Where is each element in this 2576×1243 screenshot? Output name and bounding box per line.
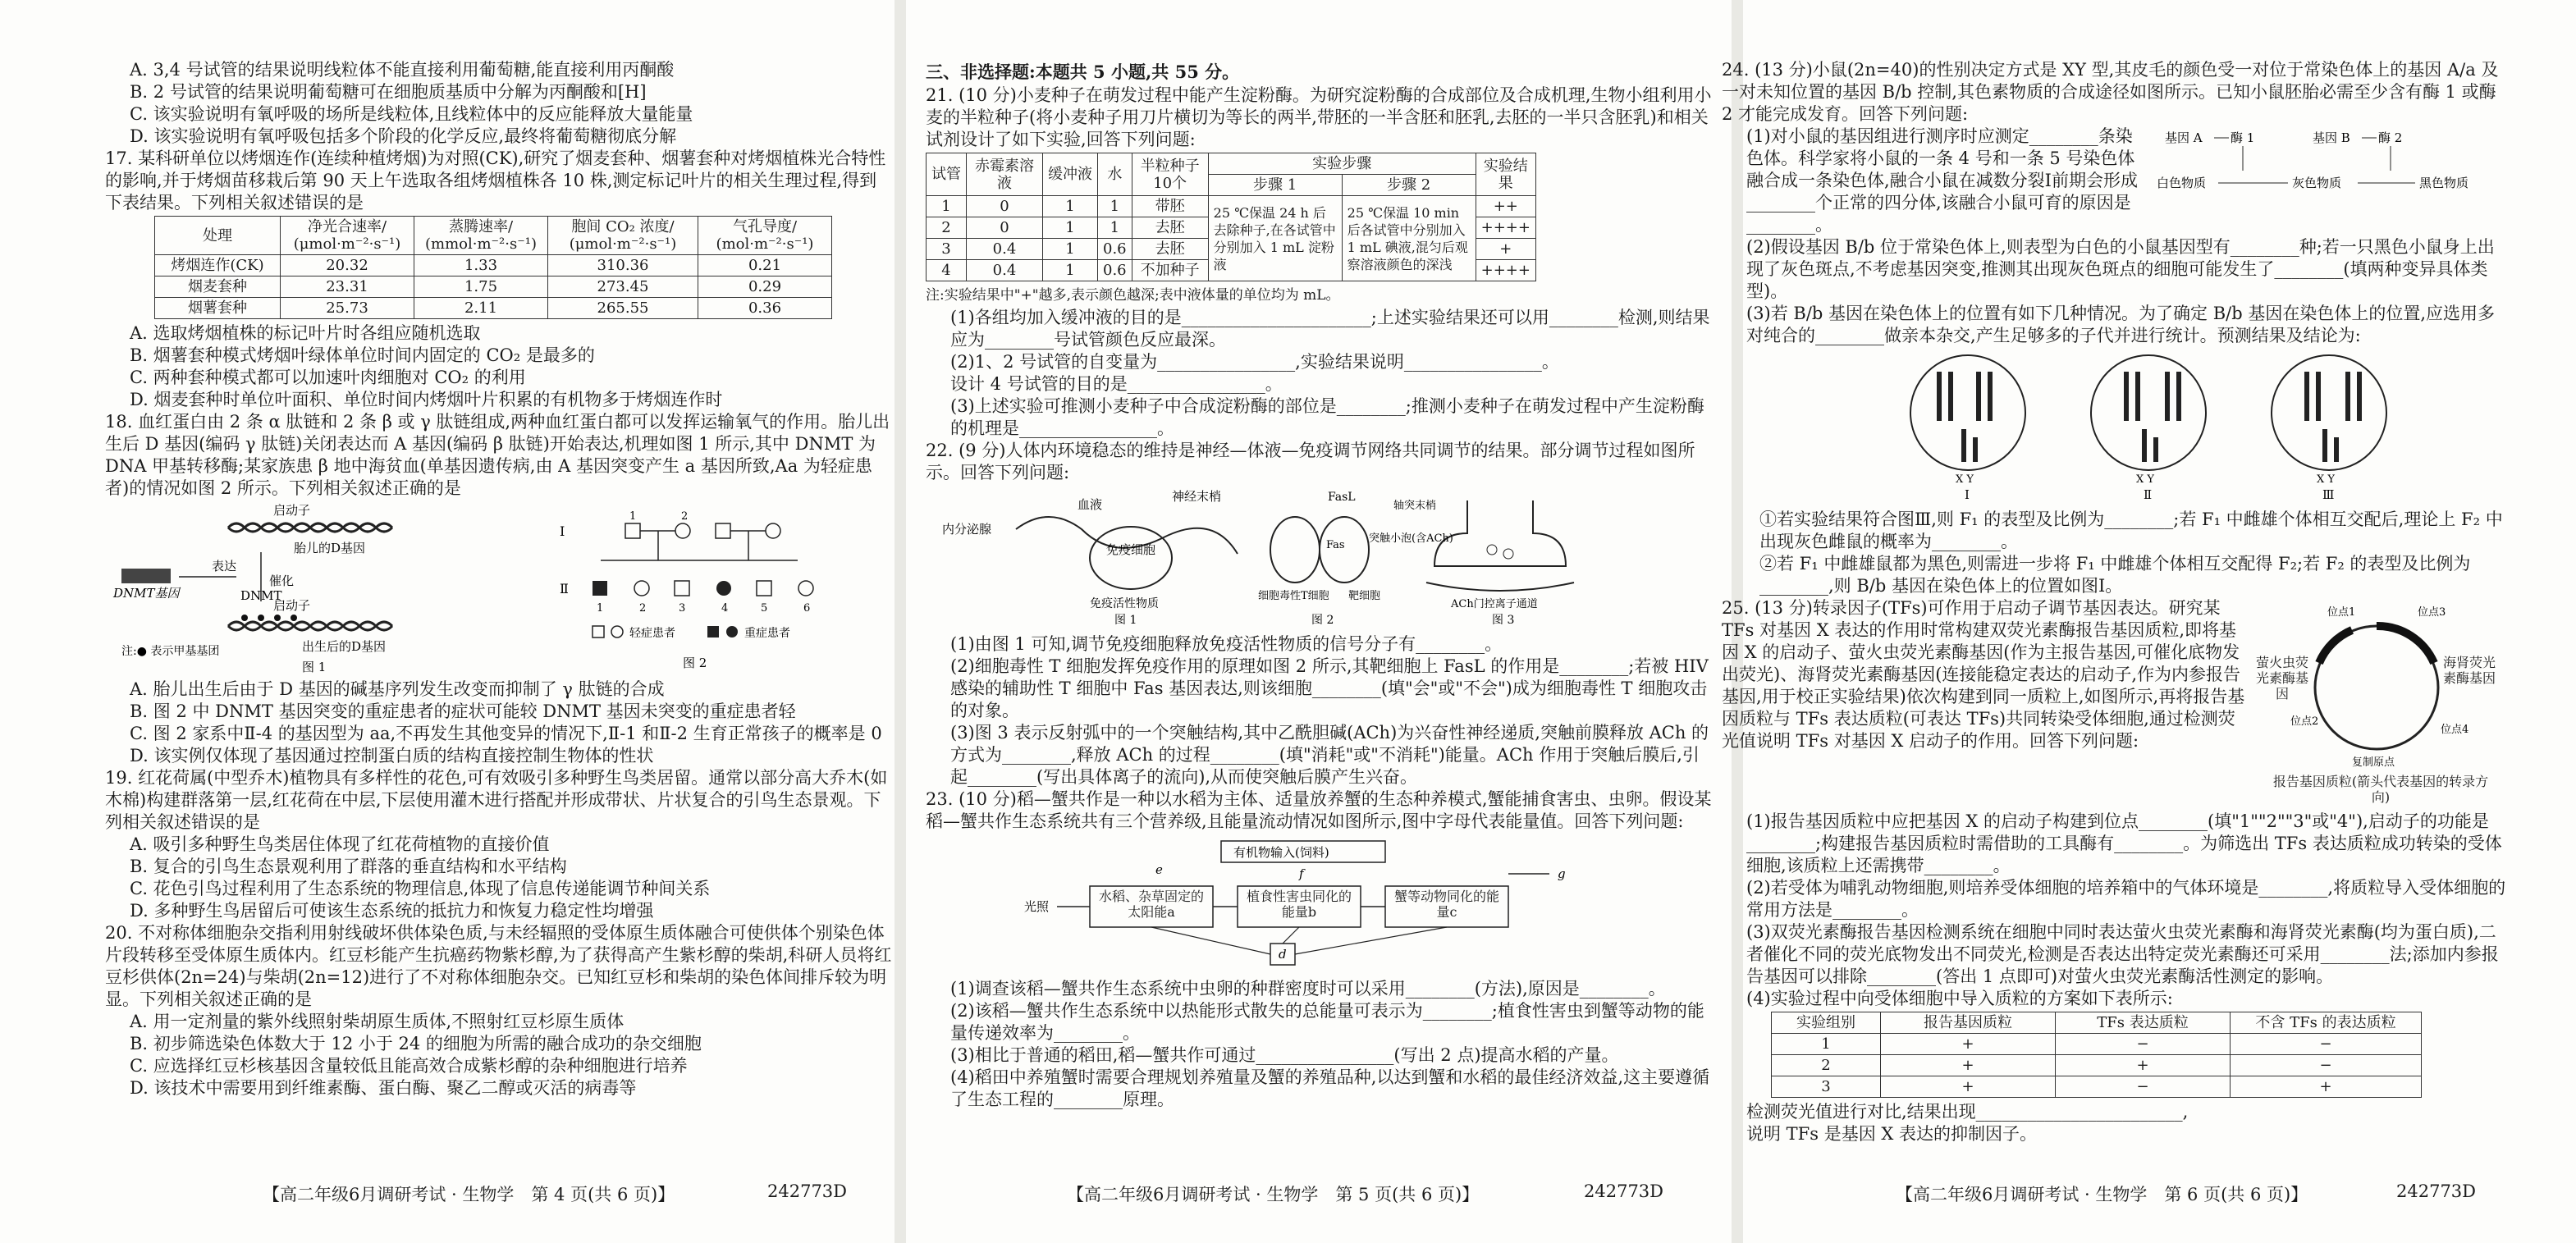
pedigree-figure — [551, 503, 847, 675]
promoter-label: 启动子 — [273, 503, 311, 518]
table-header: 蒸腾速率/ (mmol·m⁻²·s⁻¹) — [414, 217, 548, 255]
pedigree-female — [766, 523, 780, 538]
table-cell: 0.21 — [698, 255, 832, 276]
table-header: 处理 — [155, 217, 281, 255]
table-cell: − — [2056, 1034, 2231, 1055]
dnmt-label: DNMT — [240, 588, 282, 603]
synapse — [1434, 500, 1566, 566]
gene-a-label: 基因 A — [2165, 130, 2203, 145]
table-cell: 不加种子 — [1132, 260, 1208, 281]
table-cell: 25 ℃保温 10 min 后各试管中分别加入 1 mL 碘液,混匀后观察溶液颜色的深浅 — [1342, 196, 1476, 281]
question-22: 22. (9 分)人体内环境稳态的维持是神经—体液—免疫调节网络共同调节的结果。部分调节过程如图所示。回答下列问题: — [926, 441, 1695, 482]
table-cell: − — [2056, 1076, 2231, 1098]
sub-question: (3)图 3 表示反射弧中的一个突触结构,其中乙酰胆碱(ACh)为兴奋性神经递质,突触前膜释放 ACh 的方式为________,释放 ACh 的过程________(填"消耗"或"不消耗")能量。ACh 作用于突触后膜后,引起________(写出具体离子的流向),从而使突触后膜产生兴奋。 — [950, 723, 1709, 787]
figure-caption: 图 2 — [1311, 614, 1334, 627]
option-text: C. 两种套种模式都可以加速叶肉细胞对 CO₂ 的利用 — [130, 368, 526, 387]
sub-question: (4)实验过程中向受体细胞中导入质粒的方案如下表所示: — [1746, 989, 2173, 1008]
sub-question: (2)细胞毒性 T 细胞发挥免疫作用的原理如图 2 所示,其靶细胞上 FasL 的作用是________;若被 HIV 感染的辅助性 T 细胞中 Fas 基因表达,则该细胞________(填"会"或"不会")成为细胞毒性 T 细胞攻击的对象。 — [950, 656, 1709, 720]
option-text: A. 胎儿出生后由于 D 基因的碱基序列发生改变而抑制了 γ 肽链的合成 — [130, 679, 665, 699]
table-q25 — [1771, 1012, 2422, 1098]
post-birth-gene-label: 出生后的D基因 — [302, 639, 387, 654]
table-cell: 0.36 — [698, 298, 832, 319]
light-label: 光照 — [1024, 899, 1050, 914]
blood-label: 血液 — [1078, 497, 1103, 512]
option-text: D. 该实例仅体现了基因通过控制蛋白质的结构直接控制生物体的性状 — [130, 746, 654, 765]
table-cell: 25 ℃保温 24 h 后去除种子,在各试管中分别加入 1 mL 淀粉液 — [1208, 196, 1342, 281]
site-label: 位点3 — [2418, 606, 2446, 619]
cell-label: Ⅲ — [2322, 487, 2335, 502]
pedigree-severe-male — [593, 581, 607, 596]
exam-code: 242773D — [2396, 1181, 2477, 1201]
section-heading: 三、非选择题:本题共 5 小题,共 55 分。 — [926, 62, 1240, 82]
table-cell: 20.32 — [281, 255, 414, 276]
table-header: 不含 TFs 的表达质粒 — [2231, 1012, 2422, 1034]
option-text: B. 初步筛选染色体数大于 12 小于 24 的细胞为所需的融合成功的杂交细胞 — [130, 1034, 702, 1053]
pedigree-male — [757, 581, 771, 596]
option-text: C. 该实验说明有氧呼吸的场所是线粒体,且线粒体中的反应能释放大量能量 — [130, 104, 693, 124]
xy-label: X Y — [1956, 473, 1974, 486]
xy-label: X Y — [2136, 473, 2154, 486]
pedigree-female — [634, 581, 649, 596]
table-cell: 0 — [967, 196, 1043, 217]
table-cell: 1.33 — [414, 255, 548, 276]
question-23: 23. (10 分)稻—蟹共作是一种以水稻为主体、适量放养蟹的生态种养模式,蟹能捕食害虫、虫卵。假设某稻—蟹共作生态系统共有三个营养级,且能量流动情况如图所示,图中字母代表能量值。回答下列问题: — [926, 789, 1712, 831]
table-cell: 1 — [1043, 196, 1098, 217]
immune-substance-label: 免疫活性物质 — [1090, 597, 1159, 610]
t-cell-label: 细胞毒性T细胞 — [1258, 590, 1329, 602]
table-cell: 0.6 — [1098, 239, 1132, 260]
channel-label: ACh门控离子通道 — [1451, 598, 1538, 610]
pedigree-severe-female — [716, 581, 731, 596]
table-cell: 烟麦套种 — [155, 276, 281, 298]
immune-cell — [1090, 527, 1172, 589]
sub-question: (2)该稻—蟹共作生态系统中以热能形式散失的总能量可表示为________;植食性害虫到蟹等动物的能量传递效率为________。 — [950, 1001, 1704, 1043]
question-21: 21. (10 分)小麦种子在萌发过程中能产生淀粉酶。为研究淀粉酶的合成部位及合成机理,生物小组利用小麦的半粒种子(将小麦种子用刀片横切为等长的两半,带胚的一半含胚和胚乳,去胚的一半只含胚乳)和相关试剂设计了如下实验,回答下列问题: — [926, 85, 1712, 149]
table-header: 实验结果 — [1476, 153, 1535, 196]
page-5-column — [926, 59, 1714, 1111]
sub-question: (3)相比于普通的稻田,稻—蟹共作可通过________________(写出 2 点)提高水稻的产量。 — [950, 1045, 1619, 1065]
table-header: 水 — [1098, 153, 1132, 196]
option-text: D. 该技术中需要用到纤维素酶、蛋白酶、聚乙二醇或灭活的病毒等 — [130, 1078, 637, 1098]
sub-question: (1)由图 1 可知,调节免疫细胞释放免疫活性物质的信号分子有________。 — [950, 634, 1503, 654]
table-cell: 3 — [927, 239, 967, 260]
table-cell: 2.11 — [414, 298, 548, 319]
sub-question: 设计 4 号试管的目的是________________。 — [950, 374, 1283, 394]
table-cell: 23.31 — [281, 276, 414, 298]
table-cell: 0.4 — [967, 260, 1043, 281]
table-cell: + — [1881, 1076, 2056, 1098]
reporter-plasmid-figure — [2253, 597, 2500, 811]
table-cell: 1 — [1098, 217, 1132, 239]
option-text: A. 用一定剂量的紫外线照射柴胡原生质体,不照射红豆杉原生质体 — [130, 1012, 625, 1031]
pedigree-male — [716, 523, 730, 538]
table-cell: 1 — [1043, 260, 1098, 281]
table-cell: 25.73 — [281, 298, 414, 319]
plasmid-caption: 报告基因质粒(箭头代表基因的转录方向) — [2272, 774, 2489, 805]
energy-flow-figure — [926, 833, 1664, 972]
table-header: 胞间 CO₂ 浓度/ (μmol·m⁻²·s⁻¹) — [548, 217, 698, 255]
energy-letter: e — [1155, 862, 1163, 877]
table-q21 — [926, 153, 1536, 281]
option-text: B. 2 号试管的结果说明葡萄糖可在细胞质基质中分解为丙酮酸和[H] — [130, 82, 647, 102]
generation-label: Ⅰ — [560, 523, 565, 539]
table-cell: ++++ — [1476, 217, 1535, 239]
question-19: 19. 红花荷属(中型乔木)植物具有多样性的花色,可有效吸引多种野生鸟类居留。通常以部分高大乔木(如木棉)构建群落第一层,红花荷在中层,下层使用灌木进行搭配并形成带状、片状复合的引鸟生态景观。下列相关叙述错误的是 — [105, 768, 888, 832]
sub-question: (2)假设基因 B/b 位于常染色体上,则表型为白色的小鼠基因型有________种;若一只黑色小鼠身上出现了灰色斑点,不考虑基因突变,推测其出现灰色斑点的细胞可能发生了________(填两种变异具体类型)。 — [1746, 237, 2495, 301]
table-cell: + — [1881, 1034, 2056, 1055]
table-cell: 1.75 — [414, 276, 548, 298]
pedigree-number: 4 — [721, 602, 729, 615]
site-label: 位点1 — [2327, 606, 2356, 619]
table-header: 试管 — [927, 153, 967, 196]
pedigree-number: 2 — [681, 510, 689, 523]
organic-input-label: 有机物输入(饲料) — [1233, 845, 1329, 860]
sub-question: (3)若 B/b 基因在染色体上的位置有如下几种情况。为了确定 B/b 基因在染色体上的位置,应选用多对纯合的________做亲本杂交,产生足够多的子代并进行统计。预测结果及结论为: — [1746, 304, 2496, 345]
methyl-note: 注:● 表示甲基基团 — [121, 645, 220, 658]
option-text: A. 吸引多种野生鸟类居住体现了红花荷植物的直接价值 — [130, 834, 550, 854]
sub-question: (3)上述实验可推测小麦种子中合成淀粉酶的部位是________;推测小麦种子在萌发过程中产生淀粉酶的机理是________________。 — [950, 396, 1704, 438]
sub-question: ②若 F₁ 中雌雄鼠都为黑色,则需进一步将 F₁ 中雌雄个体相互交配得 F₂;若 F₂ 的表型及比例为________,则 B/b 基因在染色体上的位置如图Ⅰ。 — [1759, 554, 2471, 596]
table-cell: 烤烟连作(CK) — [155, 255, 281, 276]
t-cell — [1270, 517, 1320, 583]
dna-helix-methylated — [228, 615, 392, 630]
pedigree-female — [798, 581, 813, 596]
option-text: D. 多种野生鸟居留后可使该生态系统的抵抗力和恢复力稳定性均增强 — [130, 901, 654, 921]
table-header: 气孔导度/ (mol·m⁻²·s⁻¹) — [698, 217, 832, 255]
table-cell: − — [2231, 1055, 2422, 1076]
table-cell: − — [2231, 1034, 2422, 1055]
firefly-gene-label: 萤火虫荧光素酶基因 — [2255, 655, 2308, 701]
table-header: 赤霉素溶液 — [967, 153, 1043, 196]
nerve-ending-label: 神经末梢 — [1172, 489, 1222, 504]
sub-question: (4)稻田中养殖蟹时需要合理规划养殖量及蟹的养殖品种,以达到蟹和水稻的最佳经济效益,这主要遵循了生态工程的________原理。 — [950, 1067, 1710, 1109]
table-cell: + — [1476, 239, 1535, 260]
table-cell: + — [2056, 1055, 2231, 1076]
pedigree-number: 5 — [761, 602, 768, 615]
pigment-pathway — [2157, 126, 2485, 199]
table-header: 报告基因质粒 — [1881, 1012, 2056, 1034]
chromosome-cells-figure — [1722, 347, 2460, 503]
question-25: 25. (13 分)转录因子(TFs)可作用于启动子调节基因表达。研究某 TFs 对基因 X 表达的作用时常构建双荧光素酶报告基因质粒,即将基因 X 的启动子、萤火虫荧光素酶基因(作为主报告基因,可催化底物发出荧光)、海肾荧光素酶基因(连接能稳定表达的启动子,作为内参报告基因,用于校正实验结果)依次构建到同一质粒上,如图所示,再将报告基因质粒与 TFs 表达质粒(可表达 TFs)共同转染受体细胞,通过检测荧光值说明 TFs 对基因 X 启动子的作用。回答下列问题: — [1722, 598, 2245, 751]
cell-label: Ⅱ — [2144, 487, 2153, 502]
sub-question: 说明 TFs 是基因 X 表达的抑制因子。 — [1746, 1124, 2038, 1144]
legend-severe: 重症患者 — [744, 627, 790, 640]
question-24: 24. (13 分)小鼠(2n=40)的性别决定方式是 XY 型,其皮毛的颜色受一对位于常染色体上的基因 A/a 及一对未知位置的基因 B/b 控制,其色素物质的合成途径如图所示。已知小鼠胚胎必需至少含有酶 1 或酶 2 才能完成发育。回答下列问题: — [1722, 60, 2499, 124]
option-text: C. 图 2 家系中Ⅱ-4 的基因型为 aa,不再发生其他变异的情况下,Ⅱ-1 和Ⅱ-2 生育正常孩子的概率是 0 — [130, 724, 882, 743]
dnmt-gene-bar — [121, 569, 171, 583]
cell-3 — [2272, 355, 2386, 502]
table-header: 净光合速率/ (μmol·m⁻²·s⁻¹) — [281, 217, 414, 255]
cell-2 — [2091, 355, 2206, 502]
option-text: D. 该实验说明有氧呼吸包括多个阶段的化学反应,最终将葡萄糖彻底分解 — [130, 126, 677, 146]
table-header: 实验步骤 — [1208, 153, 1476, 175]
page-4-column — [105, 59, 893, 1099]
table-cell: 2 — [927, 217, 967, 239]
pedigree-number: 1 — [597, 602, 604, 615]
table-header: 缓冲液 — [1043, 153, 1098, 196]
exam-code: 242773D — [767, 1181, 848, 1201]
table-cell: 0.6 — [1098, 260, 1132, 281]
table-cell: 烟薯套种 — [155, 298, 281, 319]
option-text: B. 烟薯套种模式烤烟叶绿体单位时间内固定的 CO₂ 是最多的 — [130, 345, 595, 365]
table-cell: + — [1881, 1055, 2056, 1076]
sub-question: (1)调查该稻—蟹共作生态系统中虫卵的种群密度时可以采用________(方法),原因是________。 — [950, 979, 1666, 999]
question-17: 17. 某科研单位以烤烟连作(连续种植烤烟)为对照(CK),研究了烟麦套种、烟薯套种对烤烟植株光合特性的影响,并于烤烟苗移栽后第 90 天上午选取各组烤烟植株各 10 株,测定标记叶片的相关生理过程,得到下表结果。下列相关叙述错误的是 — [105, 149, 886, 212]
table-cell: 4 — [927, 260, 967, 281]
table-header: 步骤 1 — [1208, 175, 1342, 196]
site-label: 位点2 — [2290, 715, 2319, 728]
table-cell: 带胚 — [1132, 196, 1208, 217]
immune-cell-label: 免疫细胞 — [1106, 542, 1156, 557]
table-cell: 3 — [1772, 1076, 1881, 1098]
page-footer: 【高二年级6月调研考试 · 生物学 第 6 页(共 6 页)】 — [1896, 1185, 2308, 1204]
target-cell-label: 靶细胞 — [1348, 590, 1381, 602]
enzyme-2-label: 酶 2 — [2378, 130, 2403, 145]
table-cell: + — [2231, 1076, 2422, 1098]
endocrine-label: 内分泌腺 — [942, 522, 992, 537]
gray-substance-label: 灰色物质 — [2292, 176, 2342, 190]
figure-caption: 图 1 — [302, 660, 327, 674]
table-cell: 1 — [927, 196, 967, 217]
catalyze-label: 催化 — [269, 574, 295, 588]
pedigree-number: 1 — [629, 510, 637, 523]
cell-1 — [1910, 355, 2025, 502]
table-header: 步骤 2 — [1342, 175, 1476, 196]
sub-question: 检测荧光值进行对比,结果出现________________________, — [1746, 1102, 2189, 1122]
immune-regulation-figure — [926, 484, 1664, 628]
table-cell: ++ — [1476, 196, 1535, 217]
white-substance-label: 白色物质 — [2157, 176, 2207, 190]
sub-question: (1)对小鼠的基因组进行测序时应测定________条染色体。科学家将小鼠的一条 4 号和一条 5 号染色体融合成一条染色体,融合小鼠在减数分裂Ⅰ前期会形成________个正常的四分体,该融合小鼠可育的原因是________。 — [1746, 126, 2138, 235]
table-cell: 1 — [1772, 1034, 1881, 1055]
energy-letter: d — [1279, 947, 1287, 962]
sub-question: (3)双荧光素酶报告基因检测系统在细胞中同时表达萤火虫荧光素酶和海肾荧光素酶(均为蛋白质),二者催化不同的荧光底物发出不同荧光,检测是否表达出特定荧光素酶还可采用________法;添加内参报告基因可以排除________(答出 1 点即可)对萤火虫荧光素酶活性测定的影响。 — [1746, 922, 2499, 986]
page-footer: 【高二年级6月调研考试 · 生物学 第 4 页(共 6 页)】 — [263, 1185, 675, 1204]
table-cell: 0 — [967, 217, 1043, 239]
table-cell: 2 — [1772, 1055, 1881, 1076]
table-cell: 310.36 — [548, 255, 698, 276]
enzyme-1-label: 酶 1 — [2231, 130, 2255, 145]
sub-question: (1)各组均加入缓冲液的目的是______________________;上述实验结果还可以用________检测,则结果应为________号试管颜色反应最深。 — [950, 308, 1710, 350]
fas-label: Fas — [1326, 539, 1345, 551]
energy-letter: f — [1299, 866, 1304, 881]
renilla-gene-label: 海肾荧光素酶基因 — [2442, 655, 2496, 686]
table-cell: 0.29 — [698, 276, 832, 298]
generation-label: Ⅱ — [560, 581, 569, 596]
energy-letter: g — [1558, 866, 1566, 881]
figure-caption: 图 2 — [683, 656, 707, 670]
table-cell: ++++ — [1476, 260, 1535, 281]
origin-label: 复制原点 — [2352, 756, 2395, 769]
xy-label: X Y — [2317, 473, 2335, 486]
producer-label: 水稻、杂草固定的太阳能a — [1098, 889, 1204, 920]
option-text: A. 3,4 号试管的结果说明线粒体不能直接利用葡萄糖,能直接利用丙酮酸 — [130, 60, 675, 80]
table-cell: 去胚 — [1132, 239, 1208, 260]
pedigree-male — [625, 523, 640, 538]
option-text: C. 花色引鸟过程利用了生态系统的物理信息,体现了信息传递能调节种间关系 — [130, 879, 711, 898]
table-cell: 1 — [1098, 196, 1132, 217]
question-20: 20. 不对称体细胞杂交指利用射线破坏供体染色质,与未经辐照的受体原生质体融合可使供体个别染色体片段转移至受体原生质体内。红豆杉能产生抗癌药物紫杉醇,为了获得高产生紫杉醇的柴胡,科研人员将红豆杉供体(2n=24)与柴胡(2n=12)进行了不对称体细胞杂交。已知红豆杉和柴胡的染色体间排斥较为明显。下列相关叙述正确的是 — [105, 923, 892, 1009]
table-cell: 0.4 — [967, 239, 1043, 260]
question-18: 18. 血红蛋白由 2 条 α 肽链和 2 条 β 或 γ 肽链组成,两种血红蛋白都可以发挥运输氧气的作用。胎儿出生后 D 基因(编码 γ 肽链)关闭表达而 A 基因(编码 β 肽链)开始表达,机理如图 1 所示,其中 DNMT 为 DNA 甲基转移酶;某家族患 β 地中海贫血(单基因遗传病,由 A 基因突变产生 a 基因所致,Aa 为轻症患者)的情况如图 2 所示。下列相关叙述正确的是 — [105, 412, 890, 498]
exam-code: 242773D — [1584, 1181, 1664, 1201]
pedigree-female — [675, 523, 690, 538]
cell-label: Ⅰ — [1965, 487, 1970, 502]
table-cell: 去胚 — [1132, 217, 1208, 239]
dna-methylation-figure — [105, 503, 532, 675]
crab-label: 蟹等动物同化的能量c — [1393, 889, 1499, 920]
legend-light: 轻症患者 — [629, 627, 675, 640]
pedigree-male — [675, 581, 689, 596]
pedigree-number: 3 — [679, 602, 686, 615]
table-cell: 1 — [1043, 239, 1098, 260]
figure-caption: 图 3 — [1492, 614, 1515, 627]
black-substance-label: 黑色物质 — [2419, 176, 2469, 190]
dnmt-gene-label: DNMT基因 — [113, 586, 180, 601]
figure-caption: 图 1 — [1114, 614, 1137, 627]
table-q17 — [154, 216, 832, 319]
promoter-label: 启动子 — [273, 598, 311, 613]
table-header: 实验组别 — [1772, 1012, 1881, 1034]
axon-label: 轴突末梢 — [1393, 500, 1437, 512]
express-label: 表达 — [212, 559, 237, 574]
table-cell: 273.45 — [548, 276, 698, 298]
figure-row-q18 — [105, 503, 893, 675]
table-note: 注:实验结果中"+"越多,表示颜色越深;表中液体量的单位均为 mL。 — [926, 287, 1340, 304]
herbivore-label: 植食性害虫同化的能量b — [1246, 889, 1352, 920]
option-text: A. 选取烤烟植株的标记叶片时各组应随机选取 — [130, 323, 481, 343]
fetal-gene-label: 胎儿的D基因 — [294, 541, 366, 555]
page-6-column — [1722, 59, 2510, 1145]
dna-helix-fetal — [228, 523, 392, 532]
table-cell: 265.55 — [548, 298, 698, 319]
table-header: TFs 表达质粒 — [2056, 1012, 2231, 1034]
vesicle-label: 突触小泡(含ACh) — [1369, 532, 1453, 545]
fasl-label: FasL — [1328, 491, 1356, 504]
site-label: 位点4 — [2441, 724, 2469, 736]
gene-b-label: 基因 B — [2313, 130, 2350, 145]
sub-question: (2)1、2 号试管的自变量为________________,实验结果说明________________。 — [950, 352, 1559, 372]
sub-question: (2)若受体为哺乳动物细胞,则培养受体细胞的培养箱中的气体环境是________,将质粒导入受体细胞的常用方法是________。 — [1746, 878, 2506, 920]
option-text: C. 应选择红豆杉核基因含量较低且能高效合成紫杉醇的杂种细胞进行培养 — [130, 1056, 688, 1076]
pedigree-number: 6 — [803, 602, 811, 615]
option-text: D. 烟麦套种时单位叶面积、单位时间内烤烟叶片积累的有机物多于烤烟连作时 — [130, 390, 723, 409]
table-header: 半粒种子10个 — [1132, 153, 1208, 196]
option-text: B. 复合的引鸟生态景观利用了群落的垂直结构和水平结构 — [130, 857, 567, 876]
table-cell: 1 — [1043, 217, 1098, 239]
sub-question: ①若实验结果符合图Ⅲ,则 F₁ 的表型及比例为________;若 F₁ 中雌雄个体相互交配后,理论上 F₂ 中出现灰色雌鼠的概率为________。 — [1759, 510, 2503, 551]
page-fold — [895, 0, 906, 1243]
sub-question: (1)报告基因质粒中应把基因 X 的启动子构建到位点________(填"1""2""3"或"4"),启动子的功能是________;构建报告基因质粒时需借助的工具酶有________。为筛选出 TFs 表达质粒成功转染的受体细胞,该质粒上还需携带________。 — [1746, 811, 2502, 875]
pedigree-number: 2 — [639, 602, 647, 615]
page-footer: 【高二年级6月调研考试 · 生物学 第 5 页(共 6 页)】 — [1067, 1185, 1480, 1204]
option-text: B. 图 2 中 DNMT 基因突变的重症患者的症状可能较 DNMT 基因未突变的重症患者轻 — [130, 701, 796, 721]
